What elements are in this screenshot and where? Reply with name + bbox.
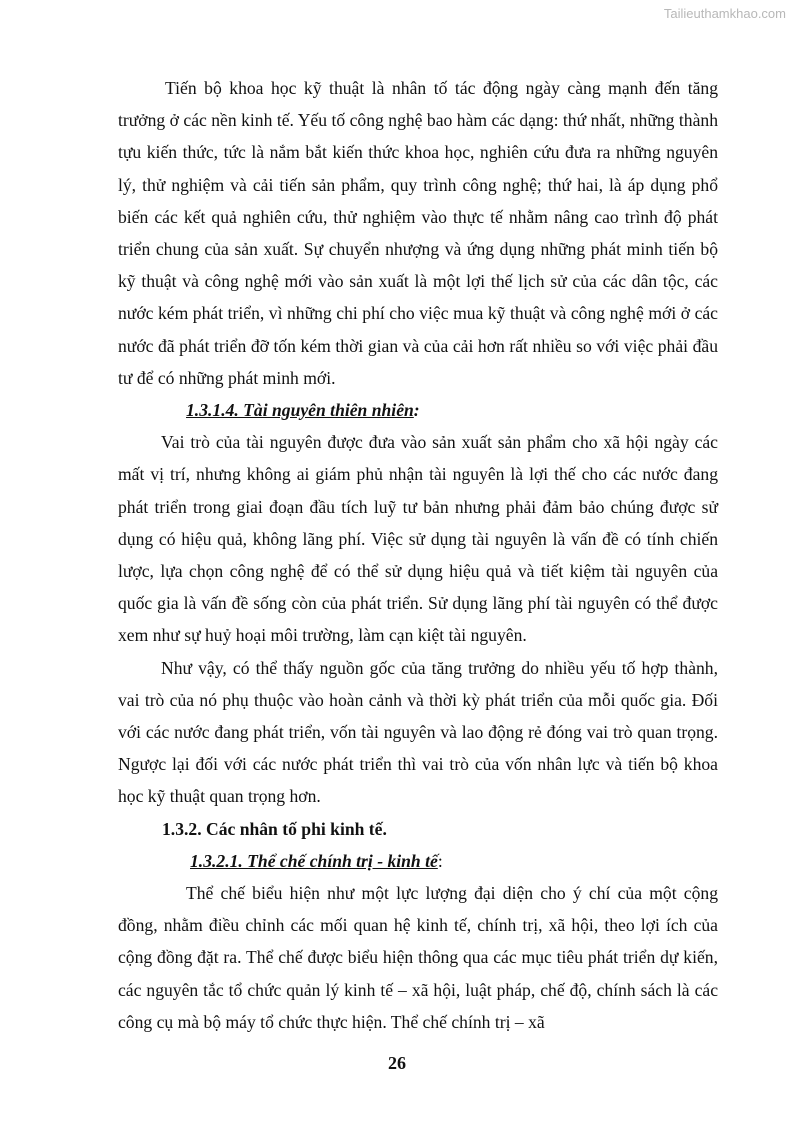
- heading-natural-resources: [118, 394, 718, 426]
- page-number: 26: [388, 1053, 406, 1073]
- heading-institutions-text: 1.3.2.1. Thể chế chính trị - kinh tế: [190, 850, 438, 871]
- heading-institutions-colon: :: [437, 850, 443, 871]
- heading-natural-resources-colon: :: [413, 400, 420, 421]
- document-body: [118, 72, 718, 1038]
- paragraph-technology: Tiến bộ khoa học kỹ thuật là nhân tố tác động ngày càng mạnh đến tăng trưởng ở các nền kinh tế. Yếu tố công nghệ bao hàm các dạng: thứ nhất, những thành tựu kiến thức, tức là nắm bắt kiến thức khoa học, nghiên cứu đưa ra những nguyên lý, thử nghiệm và cải tiến sản phẩm, quy trình công nghệ; thứ hai, là áp dụng phổ biến các kết quả nghiên cứu, thử nghiệm vào thực tế nhằm nâng cao trình độ phát triển chung của sản xuất. Sự chuyển nhượng và ứng dụng những phát minh tiến bộ kỹ thuật và công nghệ mới vào sản xuất là một lợi thế lịch sử của các dân tộc, các nước kém phát triển, vì những chi phí cho việc mua kỹ thuật và công nghệ mới ở các nước đã phát triển đỡ tốn kém thời gian và của cải hơn rất nhiều so với việc phải đầu tư để có những phát minh mới.: [118, 78, 718, 388]
- watermark: Tailieuthamkhao.com: [663, 6, 786, 21]
- paragraph-growth-sources: Như vậy, có thể thấy nguồn gốc của tăng trưởng do nhiều yếu tố hợp thành, vai trò của nó phụ thuộc vào hoàn cảnh và thời kỳ phát triển của mỗi quốc gia. Đối với các nước đang phát triển, vốn tài nguyên và lao động rẻ đóng vai trò quan trọng. Ngược lại đối với các nước phát triển thì vai trò của vốn nhân lực và tiến bộ khoa học kỹ thuật quan trọng hơn.: [118, 657, 718, 807]
- heading-natural-resources-text: 1.3.1.4. Tài nguyên thiên nhiên: [186, 400, 414, 421]
- heading-non-economic-factors: 1.3.2. Các nhân tố phi kinh tế.: [162, 818, 387, 839]
- paragraph-institutions: Thể chế biểu hiện như một lực lượng đại diện cho ý chí của một cộng đồng, nhằm điều chỉnh các mối quan hệ kinh tế, chính trị, xã hội, theo lợi ích của cộng đồng đặt ra. Thể chế được biểu hiện thông qua các mục tiêu phát triển dự kiến, các nguyên tắc tổ chức quản lý kinh tế – xã hội, luật pháp, chế độ, chính sách là các công cụ mà bộ máy tổ chức thực hiện. Thể chế chính trị – xã: [118, 883, 718, 1032]
- heading-political-economic-institutions: [118, 845, 718, 877]
- paragraph-natural-resources: Vai trò của tài nguyên được đưa vào sản xuất sản phẩm cho xã hội ngày các mất vị trí, nhưng không ai giám phủ nhận tài nguyên là lợi thế cho các nước đang phát triển trong giai đoạn đầu tích luỹ tư bản nhưng phải đảm bảo chúng được sử dụng có hiệu quả, không lãng phí. Việc sử dụng tài nguyên là vấn đề có tính chiến lược, lựa chọn công nghệ để có thể sử dụng hiệu quả và tiết kiệm tài nguyên của quốc gia là vấn đề sống còn của phát triển. Sử dụng lãng phí tài nguyên có thể được xem như sự huỷ hoại môi trường, làm cạn kiệt tài nguyên.: [118, 432, 718, 646]
